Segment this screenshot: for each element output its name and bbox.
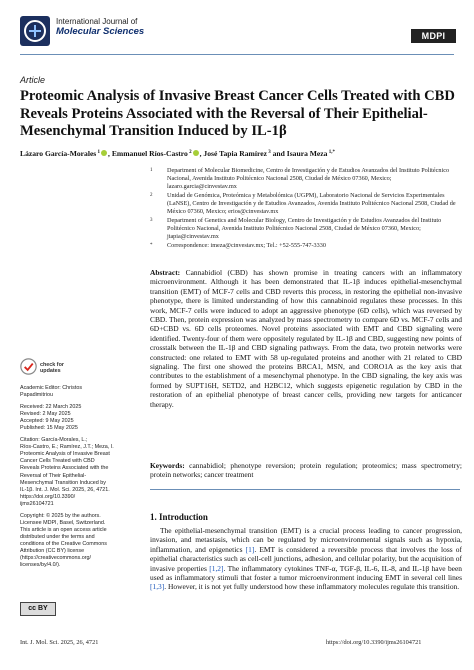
citation-line: Reversal of Their Epithelial- <box>20 472 87 479</box>
author-name[interactable]: Emmanuel Ríos-Castro <box>111 149 188 158</box>
keywords <box>150 461 462 480</box>
copyright-line: distributed under the terms and <box>20 533 95 540</box>
introduction-paragraph <box>150 526 462 592</box>
keywords-text: cannabidiol; phenotype reversion; protein regulation; proteomics; mass spectrometry; protein networks; cancer treatment <box>150 461 462 480</box>
citation-line: Cancer Cells Treated with CBD <box>20 458 95 465</box>
citation-line: Proteomic Analysis of Invasive Breast <box>20 451 110 458</box>
author-name[interactable]: Lázaro García-Morales <box>20 149 97 158</box>
citation-link[interactable]: [1] <box>245 544 255 554</box>
journal-name <box>56 17 144 37</box>
author-affiliation-mark: 1,* <box>327 150 335 155</box>
copyright-line: licenses/by/4.0/). <box>20 562 61 569</box>
author-affiliation-mark: 1 <box>96 150 101 155</box>
header-divider <box>20 54 454 55</box>
citation-line: Ríos-Castro, E.; Ramírez, J.T.; Meza, I. <box>20 444 114 451</box>
revised-date: Revised: 2 May 2025 <box>20 411 71 418</box>
author-list: Lázaro García-Morales $^1$ , Emmanuel Ríos-Castro $^2$ , José Tapia Ramírez $^3$ and Isaura Meza $^{1,*}$ <box>20 149 335 158</box>
intro-text: . However, it is not yet fully understood how these inflammatory molecules regulate this transition. <box>164 582 460 592</box>
orcid-icon[interactable] <box>101 150 107 156</box>
academic-editor-name: Papadimitriou <box>20 392 53 399</box>
affiliation-text: Correspondence: imeza@cinvestav.mx; Tel.: +52-555-747-3330 <box>167 241 326 249</box>
citation-line: Mesenchymal Transition Induced by <box>20 479 106 486</box>
journal-name-line1: International Journal of <box>56 17 138 26</box>
citation-link[interactable]: [1,3] <box>150 582 165 592</box>
citation-line: Citation: García-Morales, L.; <box>20 437 88 444</box>
article-sidebar <box>20 385 140 569</box>
check-line2: updates <box>40 368 61 374</box>
copyright-line: (https://creativecommons.org/ <box>20 555 92 562</box>
copyright-line: conditions of the Creative Commons <box>20 540 107 547</box>
orcid-icon[interactable] <box>193 150 199 156</box>
citation-line: ijms26104721 <box>20 500 54 507</box>
affiliation-item <box>150 242 462 250</box>
affiliation-number: 1 <box>150 168 153 173</box>
keywords-label: Keywords: <box>150 461 185 470</box>
cc-by-license-icon[interactable]: cc BY <box>20 602 56 616</box>
journal-logo-icon <box>20 16 50 46</box>
footer-citation: Int. J. Mol. Sci. 2025, 26, 4721 <box>20 639 99 646</box>
check-for-updates-icon[interactable] <box>20 358 37 375</box>
abstract <box>150 268 462 409</box>
keywords-divider <box>150 489 460 490</box>
article-title: Proteomic Analysis of Invasive Breast Cancer Cells Treated with CBD Reveals Proteins Associated with the Reversal of Their Epithelial-Mesenchymal Transition Induced by IL-1β <box>20 88 455 139</box>
citation-line: Reveals Proteins Associated with the <box>20 465 109 472</box>
journal-name-line2: Molecular Sciences <box>56 26 145 37</box>
affiliation-text: Department of Genetics and Molecular Biology, Centro de Investigación y de Estudios Avanzados del Instituto Politécnico Nacional, Avenida Instituto Politécnico Nacional 2508, Ciudad de México 07360, Mexico; jtapia@cinvestav.mx <box>167 216 442 240</box>
author-affiliation-mark: 3 <box>266 150 271 155</box>
intro-text: The epithelial-mesenchymal transition (EMT) is a crucial process leading to cancer progression, invasion, and metastasis, which can be regulated by microenvironmental signals such as hypoxia, inflammation, and epigenetics <box>150 526 462 554</box>
accepted-date: Accepted: 9 May 2025 <box>20 418 74 425</box>
author-name[interactable]: Isaura Meza <box>286 149 328 158</box>
affiliation-number: 3 <box>150 217 153 223</box>
copyright-block <box>20 513 140 569</box>
author-name[interactable]: José Tapia Ramírez <box>203 149 267 158</box>
check-line1: check for <box>40 362 64 368</box>
affiliations <box>150 167 462 250</box>
affiliation-text: Unidad de Genómica, Proteómica y Metabolómica (UGPM), Laboratorio Nacional de Servicios Experimentales (LaNSE), Centro de Investigación y de Estudios Avanzados, Avenida Instituto Politécnico Nacional 2508, Ciudad de México 07360, Mexico; erios@cinvestav.mx <box>167 191 456 216</box>
citation-link[interactable]: [1,2] <box>209 563 224 573</box>
check-for-updates-button[interactable] <box>40 362 64 374</box>
footer-doi-link[interactable]: https://doi.org/10.3390/ijms26104721 <box>326 639 422 646</box>
received-date: Received: 22 March 2025 <box>20 404 82 411</box>
affiliation-number: * <box>150 242 153 248</box>
affiliation-item <box>150 217 462 241</box>
affiliation-item <box>150 192 462 216</box>
published-date: Published: 15 May 2025 <box>20 425 78 432</box>
section-heading-introduction: 1. Introduction <box>150 512 208 522</box>
copyright-line: Copyright: © 2025 by the authors. <box>20 512 101 519</box>
abstract-text: Cannabidiol (CBD) has shown promise in treating cancers with an inflammatory microenvironment. Although it has been demonstrated that IL-1β induces epithelial-mesenchymal transition (EMT) of MCF-7 cells and CBD reverts this process, in restoring the epithelial non-invasive phenotype, there is limited understanding of how this cannabinoid regulates these processes. In this work, MCF-7 cells were induced to adopt an aggressive phenotype (6D cells), which was reversed by CBD. Then, protein expression was analyzed by mass spectrometry to compare 6D vs. MCF-7 cells and 6D+CBD vs. 6D cells proteomes. Novel proteins associated with EMT and CBD signaling were identified. Twenty-four of them were oppositely regulated by IL-1β and CBD, suggesting new points of crosstalk between the IL-1β and CBD signaling pathways. From the data, two protein networks were constructed: one related to EMT with 58 up-regulated proteins and another with 21 related to CBD signaling. The first one showed the proteins BRCA1, MSN, and CORO1A as the key axis that contributes to the establishment of a mesenchymal phenotype. In the CBD signaling, the key axis was formed by SUPT16H, SETD2, and H2BC12, which suggests epigenetic regulation by CBD in the restoration of an epithelial phenotype of breast cancer cells, providing new targets for anticancer therapy. <box>150 268 463 409</box>
copyright-line: Licensee MDPI, Basel, Switzerland. <box>20 519 106 526</box>
affiliation-number: 2 <box>150 192 153 198</box>
article-type: Article <box>20 75 46 85</box>
copyright-line: This article is an open access article <box>20 526 107 533</box>
intro-text: . EMT is considered a reversible process that involves the loss of epithelial characteristics such as cell-cell junctions, adhesion, and cellular polarity, but the acquisition of invasive properties <box>150 544 462 573</box>
copyright-line: Attribution (CC BY) license <box>20 547 85 554</box>
affiliation-item <box>150 167 462 191</box>
publisher-logo: MDPI <box>411 29 456 43</box>
abstract-label: Abstract: <box>150 268 181 277</box>
academic-editor-label: Academic Editor: Christos <box>20 385 83 391</box>
citation-line: https://doi.org/10.3390/ <box>20 493 76 500</box>
citation-block <box>20 437 140 507</box>
intro-text: . The inflammatory cytokines TNF-α, TGF-β, IL-6, IL-8, and IL-1β have been used as inflammatory stimuli that foster a tumor microenvironment inducing EMT in several cell lines <box>150 563 463 583</box>
citation-line: IL-1β. Int. J. Mol. Sci. 2025, 26, 4721. <box>20 486 110 493</box>
affiliation-text: Department of Molecular Biomedicine, Centro de Investigación y de Estudios Avanzados del Instituto Politécnico Nacional, Avenida Instituto Politécnico Nacional 2508, Ciudad de México 07360, Mexico; lazaro.garcia@cinvestav.mx <box>167 167 450 191</box>
author-affiliation-mark: 2 <box>187 150 192 155</box>
